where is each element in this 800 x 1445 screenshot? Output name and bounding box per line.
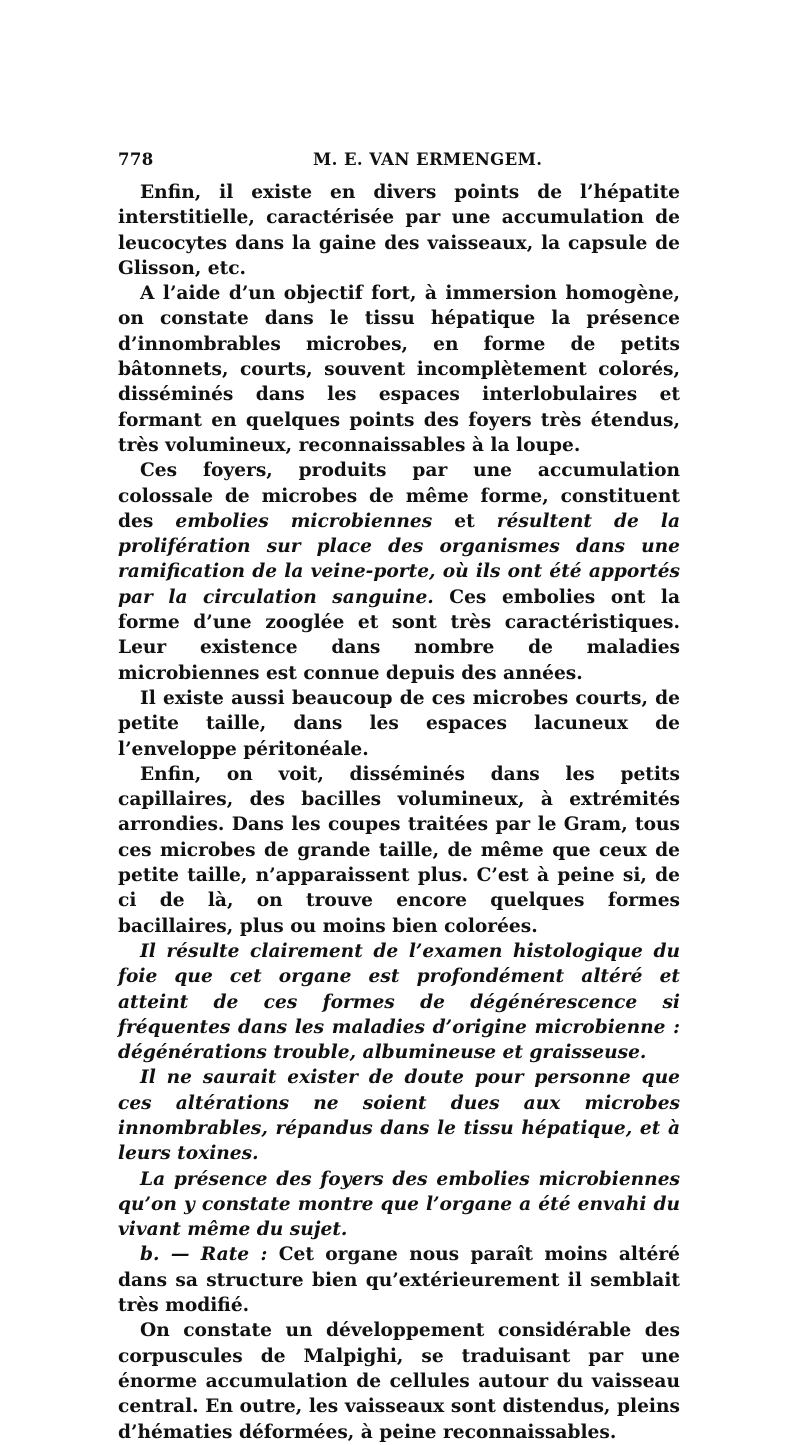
paragraph-rate-text: Cet organe nous paraît moins altéré dans sa structure bien qu’extérieurement il semblait très modifié. <box>118 1244 681 1317</box>
book-page <box>118 150 680 1445</box>
paragraph-foyers-text-1: Ces foyers, produits par une accumulation colossale de microbes de même forme, constituent des <box>118 460 680 532</box>
paragraph-foyers-text-3: Ces embolies ont la forme d’une zooglée et sont très caractéristiques. Leur existence dans nombre de maladies microbiennes est connue depuis des années. <box>118 586 680 684</box>
paragraph-bacilles: Enfin, on voit, disséminés dans les petits capillaires, des bacilles volumineux, à extrémités arrondies. Dans les coupes traitées par le Gram, tous ces microbes de grande taille, de même que ceux de petite taille, n’apparaissent plus. C’est à peine si, de ci de là, on trouve encore quelques formes bacillaires, plus ou moins bien colorées. <box>118 763 680 937</box>
page-header <box>118 150 680 180</box>
emphasis-embolies: embolies microbiennes <box>175 510 433 532</box>
paragraph-foyers-text-2: et <box>432 510 497 532</box>
section-heading-rate: b. — Rate : <box>140 1244 268 1266</box>
paragraph-rate <box>118 1242 680 1318</box>
paragraph-hepatitis: Enfin, il existe en divers points de l’hépatite interstitielle, caractérisée par une accumulation de leucocytes dans la gaine des vaisseaux, la capsule de Glisson, etc. <box>118 182 680 279</box>
paragraph-microbes-observation: A l’aide d’un objectif fort, à immersion homogène, on constate dans le tissu hépatique la présence d’innombrables microbes, en forme de petits bâtonnets, courts, souvent incomplètement colorés, disséminés dans les espaces interlobulaires et formant en quelques points des foyers très étendus, très volumineux, reconnaissables à la loupe. <box>118 283 680 456</box>
paragraph-conclusion-degeneration: Il résulte clairement de l’examen histologique du foie que cet organe est profondément altéré et atteint de ces formes de dégénérescence si fréquentes dans les maladies d’origine microbienne : dégénérations trouble, albumineuse et graisseuse. <box>118 940 680 1064</box>
body-text <box>118 180 680 1445</box>
paragraph-malpighi: On constate un développement considérable des corpuscules de Malpighi, se traduisant par une énorme accumulation de cellules autour du vaisseau central. En outre, les vaisseaux sont distendus, pleins d’hématies déformées, à peine reconnaissables. <box>118 1320 680 1443</box>
emphasis-proliferation: résultent de la prolifération sur place des organismes dans une ramification de la veine-porte, où ils ont été apportés par la circulation sanguine. <box>118 510 681 608</box>
paragraph-foyers <box>118 458 680 686</box>
running-title: M. E. VAN ERMENGEM. <box>313 150 543 169</box>
page-number: 778 <box>118 150 154 169</box>
paragraph-conclusion-microbes: Il ne saurait exister de doute pour personne que ces altérations ne soient dues aux microbes innombrables, répandus dans le tissu hépatique, et à leurs toxines. <box>118 1067 680 1165</box>
paragraph-peritoneal: Il existe aussi beaucoup de ces microbes courts, de petite taille, dans les espaces lacuneux de l’enveloppe péritonéale. <box>118 687 680 760</box>
paragraph-conclusion-embolies: La présence des foyers des embolies microbiennes qu’on y constate montre que l’organe a été envahi du vivant même du sujet. <box>118 1168 680 1241</box>
